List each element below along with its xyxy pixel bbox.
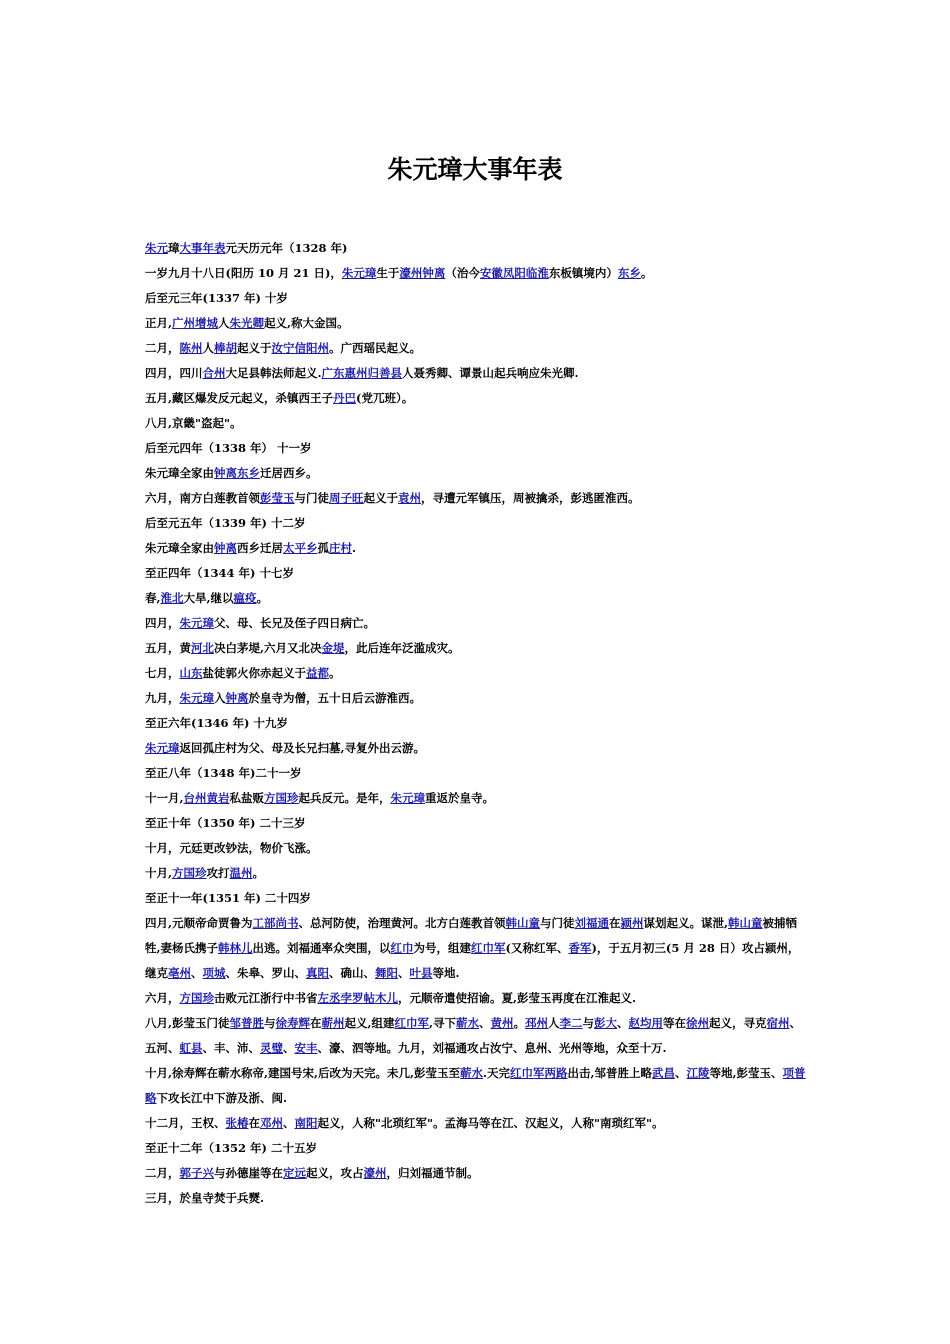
inline-link[interactable]: 淮北 (160, 591, 184, 605)
paragraph-text: 四月， (145, 616, 180, 630)
paragraph-text: 人 (202, 341, 214, 355)
paragraph-text: 十一月, (145, 791, 184, 805)
paragraph-text: 后至元三年(1337 年) 十岁 (145, 291, 288, 305)
inline-link[interactable]: 武昌 (652, 1066, 676, 1080)
inline-link[interactable]: 项普略 (145, 1066, 806, 1105)
inline-link[interactable]: 虹县 (179, 1041, 203, 1055)
paragraph-text: 。广西瑶民起义。 (329, 341, 421, 355)
inline-link[interactable]: 张椿 (225, 1116, 249, 1130)
paragraph-text: 璋 (168, 241, 180, 255)
inline-link[interactable]: 江陵 (686, 1066, 710, 1080)
paragraph-text: 。 (329, 666, 341, 680)
inline-link[interactable]: 邹普胜 (229, 1016, 265, 1030)
inline-link[interactable]: 宿州 (766, 1016, 790, 1030)
paragraph-text: 至正十年（1350 年) 二十三岁 (145, 816, 306, 830)
paragraph-text: 、 (479, 1016, 491, 1030)
paragraph-text: 、 (617, 1016, 629, 1030)
inline-link[interactable]: 太平乡 (283, 541, 318, 555)
paragraph-text: 一岁九月十八日(阳历 10 月 21 日)， (145, 266, 342, 280)
paragraph-text: 、五河、 (145, 1016, 802, 1055)
inline-link[interactable]: 合州 (202, 366, 226, 380)
inline-link[interactable]: 定远 (283, 1166, 306, 1180)
inline-link[interactable]: 钟离东乡 (214, 466, 260, 480)
paragraph-text: 后至元五年（1339 年) 十二岁 (145, 516, 306, 530)
paragraph-text: 生于 (376, 266, 400, 280)
paragraph-text: (又称红军、 (505, 941, 569, 955)
inline-link[interactable]: 钟离 (225, 691, 249, 705)
inline-link[interactable]: 红巾军 (394, 1016, 430, 1030)
paragraph (145, 386, 810, 411)
inline-link[interactable]: 棒胡 (214, 341, 237, 355)
inline-link[interactable]: 朱元璋 (390, 791, 426, 805)
paragraph-text: 在 (609, 916, 621, 930)
inline-link[interactable]: 黄州 (490, 1016, 514, 1030)
paragraph-text: 三月，於皇寺焚于兵燹. (145, 1191, 265, 1205)
paragraph-text: 与孙德崖等在 (214, 1166, 283, 1180)
inline-link[interactable]: 广东惠州归善县 (321, 366, 403, 380)
paragraph-text: 入 (214, 691, 226, 705)
paragraph-text: .天完 (483, 1066, 511, 1080)
inline-link[interactable]: 山东 (179, 666, 203, 680)
paragraph-text: ，元顺帝遣使招谕。夏,彭莹玉再度在江淮起义. (398, 991, 637, 1005)
paragraph (145, 1186, 810, 1211)
paragraph (145, 636, 810, 661)
paragraph-text: 与门徒 (540, 916, 575, 930)
inline-link[interactable]: 朱元璋 (341, 266, 377, 280)
inline-link[interactable]: 徐州 (686, 1016, 710, 1030)
paragraph-text: 起义，寻克 (709, 1016, 767, 1030)
paragraph-text: . (352, 541, 357, 555)
inline-link[interactable]: 广州增城 (172, 316, 219, 330)
paragraph (145, 536, 810, 561)
paragraph (145, 886, 810, 911)
paragraph-text: 、 (398, 966, 410, 980)
paragraph (145, 1136, 810, 1161)
paragraph (145, 611, 810, 636)
inline-link[interactable]: 朱元璋 (179, 691, 214, 705)
paragraph-text: 等地,彭莹玉、 (709, 1066, 783, 1080)
inline-link[interactable]: 郭子兴 (179, 1166, 214, 1180)
inline-link[interactable]: 邓州 (260, 1116, 283, 1130)
paragraph-text: 、 (283, 1116, 295, 1130)
inline-link[interactable]: 赵均用 (628, 1016, 664, 1030)
inline-link[interactable]: 庄村 (329, 541, 352, 555)
paragraph-text: 在 (310, 1016, 322, 1030)
paragraph-text: 父、母、长兄及侄子四日病亡。 (214, 616, 375, 630)
inline-link[interactable]: 韩山童 (728, 916, 763, 930)
paragraph-text: ，寻遭元军镇压，周被擒杀，彭逃匿淮西。 (421, 491, 640, 505)
inline-link[interactable]: 丹巴 (333, 391, 357, 405)
paragraph-text: 起兵反元。是年， (298, 791, 391, 805)
paragraph (145, 236, 810, 261)
inline-link[interactable]: 方国珍 (172, 866, 207, 880)
inline-link[interactable]: 周子旺 (329, 491, 364, 505)
inline-link[interactable]: 钟离 (214, 541, 237, 555)
inline-link[interactable]: 红巾军 (471, 941, 506, 955)
paragraph-text: 十月，元廷更改钞法，物价飞涨。 (145, 841, 318, 855)
paragraph (145, 361, 810, 386)
inline-link[interactable]: 项城 (202, 966, 226, 980)
paragraph (145, 986, 810, 1011)
inline-link[interactable]: 蕲水 (456, 1016, 480, 1030)
paragraph (145, 811, 810, 836)
paragraph-text: 十二月，王权、 (145, 1116, 226, 1130)
paragraph-text: ,寻下 (429, 1016, 457, 1030)
inline-link[interactable]: 工部尚书 (252, 916, 299, 930)
paragraph-text: 。 (256, 591, 269, 605)
paragraph-text: 六月， (145, 991, 180, 1005)
paragraph-text: 在 (248, 1116, 260, 1130)
document-title: 朱元璋大事年表 (387, 155, 563, 184)
inline-link[interactable]: 方国珍 (264, 791, 299, 805)
paragraph-text: 起义于 (237, 341, 272, 355)
paragraph-text: 元天历元年（1328 年) (225, 241, 348, 255)
paragraph-text: 至正十一年(1351 年) 二十四岁 (145, 891, 311, 905)
paragraph (145, 261, 810, 286)
paragraph-text: ，此后连年泛滥成灾。 (344, 641, 460, 655)
paragraph-text: 等在 (663, 1016, 687, 1030)
paragraph-text: ，归刘福通节制。 (386, 1166, 479, 1180)
paragraph-text: 攻打 (206, 866, 230, 880)
paragraph-text: 朱元璋全家由 (145, 541, 214, 555)
paragraph-text: 被捕牺牲,妻杨氏携子 (145, 916, 798, 955)
inline-link[interactable]: 汝宁信阳州 (271, 341, 329, 355)
inline-link[interactable]: 东乡 (617, 266, 641, 280)
inline-link[interactable]: 温州 (229, 866, 253, 880)
inline-link[interactable]: 灵璧 (260, 1041, 283, 1055)
inline-link[interactable]: 叶县 (409, 966, 433, 980)
paragraph-text: 八月,彭莹玉门徒 (145, 1016, 230, 1030)
paragraph-text: 。 (252, 866, 265, 880)
paragraph-text: )，于五月初三(5 月 28 日）攻占颍州，继克 (145, 941, 800, 980)
inline-link[interactable]: 彭莹玉 (260, 491, 295, 505)
paragraph-text: 至正四年（1344 年) 十七岁 (145, 566, 294, 580)
inline-link[interactable]: 韩林儿 (218, 941, 253, 955)
paragraph-text: 重返於皇寺。 (425, 791, 495, 805)
inline-link[interactable]: 亳州 (168, 966, 191, 980)
inline-link[interactable]: 金堤 (321, 641, 345, 655)
paragraph-text: 、 (283, 1041, 295, 1055)
paragraph (145, 761, 810, 786)
paragraph-text: 下攻长江中下游及浙、闽. (156, 1091, 288, 1105)
paragraph-text: 、朱皋、罗山、 (225, 966, 306, 980)
paragraph-text: 起义,组建 (344, 1016, 395, 1030)
paragraph-text: 於皇寺为僧，五十日后云游淮西。 (248, 691, 421, 705)
paragraph (145, 1011, 810, 1061)
paragraph (145, 861, 810, 886)
paragraph-text: 后至元四年（1338 年） 十一岁 (145, 441, 312, 455)
paragraph (145, 1161, 810, 1186)
paragraph-text: 大足县韩法师起义. (225, 366, 322, 380)
inline-link[interactable]: 邳州 (525, 1016, 549, 1030)
inline-link[interactable]: 蕲水 (460, 1066, 484, 1080)
paragraph-text: 。 (640, 266, 653, 280)
inline-link[interactable]: 河北 (191, 641, 214, 655)
paragraph-text: 出击,邹普胜上略 (567, 1066, 653, 1080)
inline-link[interactable]: 安丰 (294, 1041, 318, 1055)
paragraph-text: 七月， (145, 666, 180, 680)
inline-link[interactable]: 红巾军两路 (510, 1066, 568, 1080)
paragraph (145, 311, 810, 336)
paragraph (145, 836, 810, 861)
paragraph-text: 起义于 (363, 491, 398, 505)
paragraph-text: 、 (675, 1066, 687, 1080)
paragraph-text: 人 (548, 1016, 560, 1030)
paragraph-text: 春, (145, 591, 161, 605)
paragraph (145, 786, 810, 811)
inline-link[interactable]: 台州黄岩 (183, 791, 230, 805)
paragraph-text: 起义，人称"北琐红军"。孟海马等在江、汉起义，人称"南琐红军"。 (317, 1116, 664, 1130)
paragraph-text: 出逃。刘福通率众突围，以 (252, 941, 391, 955)
inline-link[interactable]: 益都 (306, 666, 329, 680)
paragraph-text: 朱元璋全家由 (145, 466, 214, 480)
paragraph-text: 至正八年（1348 年)二十一岁 (145, 766, 302, 780)
paragraph (145, 661, 810, 686)
paragraph-text: 盐徒郭火你赤起义于 (202, 666, 306, 680)
paragraph (145, 1111, 810, 1136)
paragraph (145, 1061, 810, 1111)
paragraph-text: (党兀班）。 (356, 391, 414, 405)
paragraph-text: 私盐贩 (229, 791, 265, 805)
paragraph-text: 等地. (432, 966, 460, 980)
inline-link[interactable]: 大事年表 (179, 241, 226, 255)
paragraph-text: 至正六年(1346 年) 十九岁 (145, 716, 288, 730)
paragraph-text: 为号，组建 (413, 941, 472, 955)
paragraph-text: 击败元江浙行中书省 (214, 991, 318, 1005)
inline-link[interactable]: 方国珍 (179, 991, 214, 1005)
paragraph-text: 人聂秀卿、谭景山起兵响应朱光卿. (402, 366, 579, 380)
paragraph-text: 西乡迁居 (237, 541, 283, 555)
paragraph-text: 五月,藏区爆发反元起义，杀镇西王子 (145, 391, 334, 405)
inline-link[interactable]: 南阳 (294, 1116, 318, 1130)
paragraph-text: 与 (582, 1016, 595, 1030)
paragraph-text: 东板镇境内） (548, 266, 618, 280)
inline-link[interactable]: 濠州 (363, 1166, 387, 1180)
inline-link[interactable]: 袁州 (398, 491, 421, 505)
inline-link[interactable]: 舞阳 (375, 966, 398, 980)
paragraph (145, 686, 810, 711)
paragraph-text: 谋划起义。谋泄, (643, 916, 729, 930)
paragraph-text: 、濠、泗等地。九月，刘福通攻占汝宁、息州、光州等地，众至十万. (317, 1041, 667, 1055)
paragraph-text: 起义,称大金国。 (264, 316, 349, 330)
inline-link[interactable]: 韩山童 (505, 916, 541, 930)
inline-link[interactable]: 朱元 (145, 241, 168, 255)
paragraph-text: 六月，南方白莲教首领 (145, 491, 260, 505)
paragraph-text: 八月,京畿"盗起"。 (145, 416, 242, 430)
inline-link[interactable]: 朱元璋 (179, 616, 214, 630)
inline-link[interactable]: 朱光卿 (229, 316, 265, 330)
paragraph-text: 十月, (145, 866, 173, 880)
paragraph (145, 461, 810, 486)
inline-link[interactable]: 香军 (568, 941, 592, 955)
paragraph-text: 、 (191, 966, 203, 980)
inline-link[interactable]: 李二 (559, 1016, 583, 1030)
paragraph (145, 911, 810, 986)
inline-link[interactable]: 左丞孛罗帖木儿 (317, 991, 398, 1005)
paragraph-text: 。 (513, 1016, 526, 1030)
inline-link[interactable]: 红巾 (390, 941, 414, 955)
paragraph (145, 411, 810, 436)
inline-link[interactable]: 徐寿辉 (275, 1016, 311, 1030)
paragraph (145, 486, 810, 511)
paragraph-text: （治今 (445, 266, 480, 280)
inline-link[interactable]: 蕲州 (321, 1016, 345, 1030)
paragraph (145, 711, 810, 736)
paragraph-text: 十月,徐寿辉在蕲水称帝,建国号宋,后改为天完。未几,彭莹玉至 (145, 1066, 461, 1080)
paragraph-text: 、确山、 (329, 966, 375, 980)
paragraph-text: 、总河防使，治理黄河。北方白莲教首领 (298, 916, 506, 930)
paragraph (145, 336, 810, 361)
paragraph-text: 返回孤庄村为父、母及长兄扫墓,寻复外出云游。 (179, 741, 426, 755)
paragraph-text: 与门徒 (294, 491, 329, 505)
paragraph-text: 至正十二年（1352 年) 二十五岁 (145, 1141, 317, 1155)
paragraph-text: 四月,元顺帝命贾鲁为 (145, 916, 253, 930)
inline-link[interactable]: 彭大 (594, 1016, 618, 1030)
paragraph-text: 五月，黄 (145, 641, 191, 655)
inline-link[interactable]: 安徽凤阳临淮 (479, 266, 549, 280)
inline-link[interactable]: 刘福通 (574, 916, 610, 930)
paragraph-text: 九月， (145, 691, 180, 705)
paragraph (145, 286, 810, 311)
paragraph-text: 正月, (145, 316, 173, 330)
paragraph-text: 、丰、沛、 (202, 1041, 260, 1055)
inline-link[interactable]: 颍州 (620, 916, 644, 930)
paragraph (145, 586, 810, 611)
paragraph-text: 大旱,继以 (183, 591, 234, 605)
paragraph-text: 二月， (145, 341, 180, 355)
paragraph-text: 起义，攻占 (306, 1166, 364, 1180)
paragraph-text: 四月，四川 (145, 366, 203, 380)
document-body (145, 236, 810, 1211)
paragraph-text: 孤 (317, 541, 329, 555)
inline-link[interactable]: 真阳 (306, 966, 329, 980)
paragraph (145, 511, 810, 536)
inline-link[interactable]: 朱元璋 (145, 741, 180, 755)
paragraph (145, 736, 810, 761)
paragraph-text: 人 (218, 316, 230, 330)
paragraph-text: 二月， (145, 1166, 180, 1180)
inline-link[interactable]: 濠州钟离 (399, 266, 446, 280)
paragraph-text: 决白茅堤,六月又北决 (214, 641, 322, 655)
paragraph (145, 436, 810, 461)
paragraph (145, 561, 810, 586)
paragraph-text: 迁居西乡。 (260, 466, 318, 480)
inline-link[interactable]: 陈州 (179, 341, 203, 355)
paragraph-text: 与 (264, 1016, 276, 1030)
inline-link[interactable]: 瘟疫 (233, 591, 257, 605)
